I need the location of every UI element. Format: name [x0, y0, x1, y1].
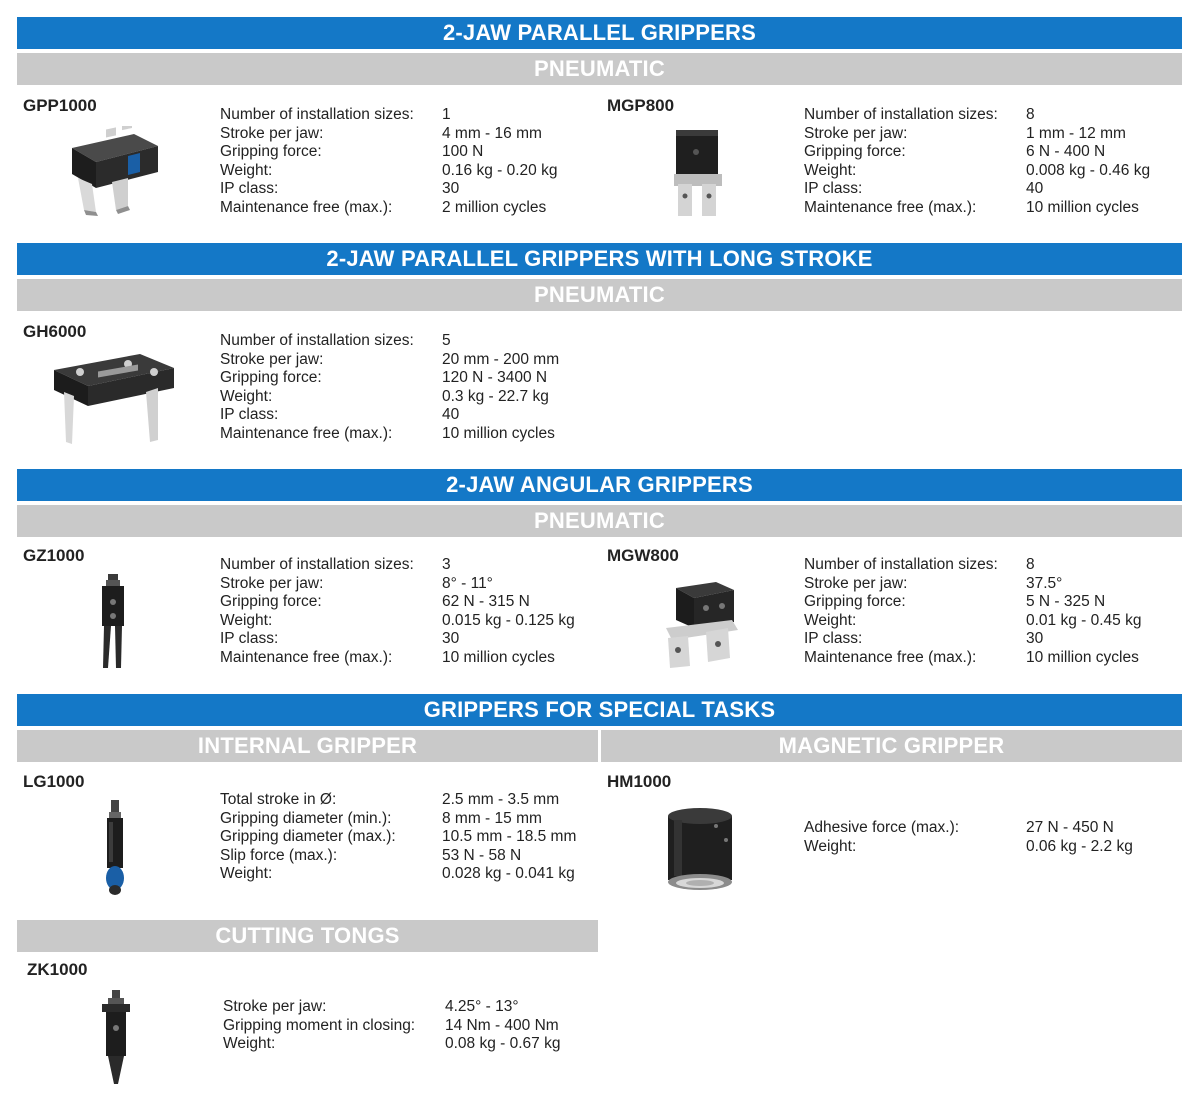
spec-row [804, 630, 1141, 649]
gh6000-product-image [50, 350, 180, 450]
spec-row [220, 612, 575, 631]
spec-row [220, 332, 559, 351]
mgp800-product-image [668, 126, 728, 221]
product-name-mgp800: MGP800 [607, 96, 675, 115]
spec-row [220, 593, 575, 612]
mgw800-product-image [662, 578, 742, 673]
spec-value: 5 [442, 332, 451, 349]
spec-row [223, 1017, 560, 1036]
spec-row [220, 125, 557, 144]
spec-row [804, 143, 1150, 162]
spec-value: 14 Nm - 400 Nm [445, 1016, 559, 1034]
spec-value: 0.01 kg - 0.45 kg [1026, 611, 1142, 629]
spec-label: IP class: [220, 630, 279, 648]
spec-label: Gripping force: [220, 369, 322, 387]
spec-value: 30 [442, 180, 460, 198]
gpp1000-product-image [66, 126, 162, 221]
spec-value: 5 N - 325 N [1026, 593, 1106, 611]
spec-value: 0.028 kg - 0.041 kg [442, 865, 575, 883]
spec-row [220, 847, 576, 866]
hm1000-specs [804, 819, 1133, 856]
spec-value: 1 mm - 12 mm [1026, 124, 1126, 142]
spec-value: 8 [1026, 106, 1035, 123]
spec-label: Maintenance free (max.): [220, 648, 393, 666]
spec-label: Maintenance free (max.): [220, 424, 393, 442]
spec-value: 2 million cycles [442, 198, 547, 216]
spec-value: 3 [442, 556, 451, 573]
spec-value: 4 mm - 16 mm [442, 124, 542, 142]
spec-value: 2.5 mm - 3.5 mm [442, 791, 560, 808]
spec-value: 0.3 kg - 22.7 kg [442, 387, 549, 405]
product-name-lg1000: LG1000 [23, 772, 85, 791]
spec-row [220, 369, 559, 388]
spec-row [220, 180, 557, 199]
spec-row [223, 1035, 560, 1054]
spec-value: 10 million cycles [1026, 198, 1139, 216]
spec-row [220, 810, 576, 829]
spec-label: Weight: [804, 611, 857, 629]
spec-row [804, 819, 1133, 838]
section-subtitle-pneumatic: PNEUMATIC [17, 53, 1182, 85]
spec-label: Stroke per jaw: [223, 998, 327, 1015]
spec-row [804, 106, 1150, 125]
spec-label: Stroke per jaw: [220, 574, 324, 592]
spec-label: Weight: [220, 161, 273, 179]
spec-label: Maintenance free (max.): [804, 198, 977, 216]
spec-value: 0.06 kg - 2.2 kg [1026, 837, 1133, 855]
product-name-mgw800: MGW800 [607, 546, 679, 565]
spec-label: Weight: [220, 611, 273, 629]
spec-value: 30 [442, 630, 460, 648]
spec-label: Stroke per jaw: [220, 350, 324, 368]
spec-label: Weight: [804, 161, 857, 179]
spec-value: 62 N - 315 N [442, 593, 530, 611]
spec-label: Weight: [223, 1035, 276, 1053]
spec-row [804, 649, 1141, 668]
spec-label: IP class: [220, 406, 279, 424]
lg1000-specs [220, 791, 576, 884]
spec-value: 4.25° - 13° [445, 998, 519, 1015]
spec-label: Number of installation sizes: [220, 332, 414, 349]
spec-label: Gripping force: [220, 143, 322, 161]
product-name-gh6000: GH6000 [23, 322, 87, 341]
spec-row [804, 199, 1150, 218]
spec-row [220, 649, 575, 668]
spec-row [220, 556, 575, 575]
spec-label: Adhesive force (max.): [804, 819, 960, 836]
spec-row [804, 125, 1150, 144]
spec-row [220, 791, 576, 810]
spec-label: Stroke per jaw: [804, 124, 908, 142]
spec-value: 8 mm - 15 mm [442, 809, 542, 827]
section-subtitle-magnetic-gripper: MAGNETIC GRIPPER [601, 730, 1182, 762]
spec-value: 120 N - 3400 N [442, 369, 548, 387]
spec-value: 0.008 kg - 0.46 kg [1026, 161, 1151, 179]
spec-label: Number of installation sizes: [804, 106, 998, 123]
spec-label: Number of installation sizes: [220, 556, 414, 573]
zk1000-specs [223, 998, 560, 1054]
spec-label: Stroke per jaw: [220, 124, 324, 142]
spec-value: 37.5° [1026, 574, 1063, 592]
lg1000-product-image [100, 798, 130, 898]
spec-value: 8° - 11° [442, 574, 493, 592]
spec-value: 0.16 kg - 0.20 kg [442, 161, 558, 179]
spec-label: Weight: [220, 387, 273, 405]
spec-row [804, 838, 1133, 857]
section-title-angular-grippers: 2-JAW ANGULAR GRIPPERS [17, 469, 1182, 501]
product-name-hm1000: HM1000 [607, 772, 672, 791]
spec-row [220, 162, 557, 181]
spec-value: 30 [1026, 630, 1044, 648]
hm1000-product-image [664, 806, 736, 896]
spec-row [220, 106, 557, 125]
spec-row [220, 351, 559, 370]
spec-label: Number of installation sizes: [220, 106, 414, 123]
spec-value: 10 million cycles [442, 648, 555, 666]
spec-label: Slip force (max.): [220, 846, 338, 864]
product-name-gpp1000: GPP1000 [23, 96, 97, 115]
spec-label: Number of installation sizes: [804, 556, 998, 573]
gz1000-specs [220, 556, 575, 668]
spec-label: Maintenance free (max.): [220, 198, 393, 216]
spec-value: 40 [1026, 180, 1044, 198]
spec-row [804, 162, 1150, 181]
spec-label: IP class: [220, 180, 279, 198]
spec-label: Maintenance free (max.): [804, 648, 977, 666]
spec-row [804, 612, 1141, 631]
spec-value: 27 N - 450 N [1026, 819, 1114, 836]
spec-row [220, 143, 557, 162]
spec-row [220, 425, 559, 444]
spec-row [804, 556, 1141, 575]
spec-value: 10.5 mm - 18.5 mm [442, 828, 577, 846]
spec-label: Total stroke in Ø: [220, 791, 337, 808]
spec-value: 6 N - 400 N [1026, 143, 1106, 161]
spec-label: Gripping force: [804, 593, 906, 611]
section-subtitle-pneumatic: PNEUMATIC [17, 279, 1182, 311]
spec-row [220, 828, 576, 847]
spec-label: Weight: [804, 837, 857, 855]
spec-label: IP class: [804, 180, 863, 198]
spec-label: Gripping force: [804, 143, 906, 161]
spec-row [223, 998, 560, 1017]
spec-value: 40 [442, 406, 460, 424]
spec-row [804, 180, 1150, 199]
spec-value: 10 million cycles [442, 424, 555, 442]
section-title-parallel-grippers: 2-JAW PARALLEL GRIPPERS [17, 17, 1182, 49]
gpp1000-specs [220, 106, 557, 218]
spec-value: 0.08 kg - 0.67 kg [445, 1035, 561, 1053]
product-name-zk1000: ZK1000 [27, 960, 88, 979]
section-subtitle-cutting-tongs: CUTTING TONGS [17, 920, 598, 952]
spec-row [220, 865, 576, 884]
spec-row [220, 575, 575, 594]
spec-label: Gripping diameter (min.): [220, 809, 392, 827]
spec-value: 8 [1026, 556, 1035, 573]
spec-label: Gripping force: [220, 593, 322, 611]
gz1000-product-image [94, 572, 134, 672]
spec-label: IP class: [804, 630, 863, 648]
spec-row [220, 388, 559, 407]
spec-row [220, 199, 557, 218]
zk1000-product-image [96, 988, 136, 1088]
spec-label: Gripping moment in closing: [223, 1016, 416, 1034]
spec-label: Stroke per jaw: [804, 574, 908, 592]
section-title-long-stroke: 2-JAW PARALLEL GRIPPERS WITH LONG STROKE [17, 243, 1182, 275]
section-subtitle-pneumatic: PNEUMATIC [17, 505, 1182, 537]
spec-value: 10 million cycles [1026, 648, 1139, 666]
product-name-gz1000: GZ1000 [23, 546, 85, 565]
spec-label: Weight: [220, 865, 273, 883]
spec-row [804, 575, 1141, 594]
spec-value: 53 N - 58 N [442, 846, 522, 864]
section-subtitle-internal-gripper: INTERNAL GRIPPER [17, 730, 598, 762]
gh6000-specs [220, 332, 559, 444]
spec-value: 100 N [442, 143, 484, 161]
mgw800-specs [804, 556, 1141, 668]
section-title-special-tasks: GRIPPERS FOR SPECIAL TASKS [17, 694, 1182, 726]
spec-row [220, 630, 575, 649]
mgp800-specs [804, 106, 1150, 218]
spec-row [220, 406, 559, 425]
spec-row [804, 593, 1141, 612]
spec-value: 20 mm - 200 mm [442, 350, 560, 368]
spec-value: 0.015 kg - 0.125 kg [442, 611, 575, 629]
spec-value: 1 [442, 106, 451, 123]
spec-label: Gripping diameter (max.): [220, 828, 396, 846]
